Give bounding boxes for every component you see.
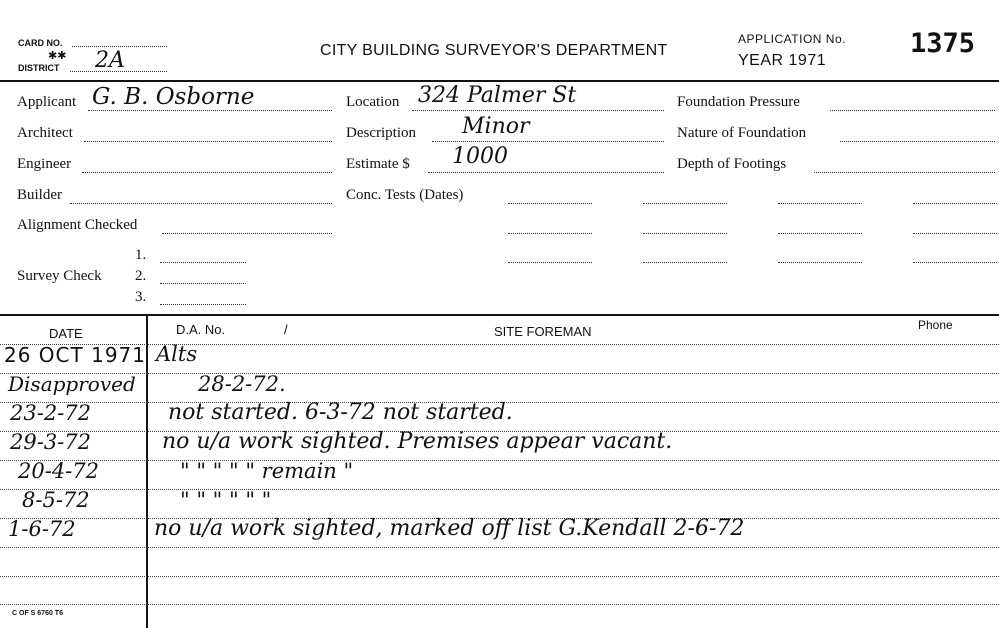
log-entry: " " " " " remain " [180, 459, 354, 483]
estimate-line [428, 172, 664, 173]
applicant-label: Applicant [17, 94, 77, 110]
log-date: 1-6-72 [8, 517, 76, 541]
conc-line [508, 262, 592, 263]
survey-label: Survey Check [17, 268, 102, 284]
phone-header: Phone [918, 318, 953, 332]
survey-line-3 [160, 304, 246, 305]
nature-foundation-label: Nature of Foundation [677, 125, 807, 141]
log-date: 8-5-72 [22, 488, 90, 512]
log-entry: not started. 6-3-72 not started. [168, 400, 513, 425]
location-value: 324 Palmer St [418, 83, 577, 108]
form-code: C OF S 6760 T6 [12, 610, 63, 617]
applicant-value: G. B. Osborne [92, 84, 255, 110]
depth-footings-line [814, 172, 995, 173]
nature-foundation-line [840, 141, 995, 142]
builder-line [70, 203, 332, 204]
conc-line [643, 203, 727, 204]
estimate-label: Estimate $ [346, 156, 410, 172]
survey-line-1 [160, 262, 246, 263]
log-entry: " " " " " " [180, 488, 272, 512]
survey-num-1: 1. [135, 247, 147, 263]
log-entry: Alts [156, 342, 198, 366]
architect-line [84, 141, 332, 142]
log-date: 26 OCT 1971 [4, 343, 146, 367]
alignment-line [162, 233, 332, 234]
location-label: Location [346, 94, 400, 110]
conc-line [643, 262, 727, 263]
location-line [412, 110, 664, 111]
header-divider [0, 80, 999, 82]
conc-line [643, 233, 727, 234]
conc-line [913, 203, 997, 204]
log-entry: no u/a work sighted, marked off list G.Kendall 2-6-72 [154, 516, 745, 541]
engineer-label: Engineer [17, 156, 72, 172]
card-no-line [72, 46, 167, 47]
description-label: Description [346, 125, 416, 141]
log-rule [0, 344, 999, 345]
log-rule [0, 604, 999, 605]
log-rule [0, 373, 999, 374]
log-rule [0, 576, 999, 577]
survey-line-2 [160, 283, 246, 284]
log-rule [0, 460, 999, 461]
alignment-label: Alignment Checked [17, 217, 138, 233]
conc-line [778, 203, 862, 204]
conc-tests-label: Conc. Tests (Dates) [346, 187, 464, 203]
architect-label: Architect [17, 125, 73, 141]
applicant-line [88, 110, 332, 111]
log-entry: 28-2-72. [198, 372, 286, 396]
date-header: DATE [49, 326, 83, 341]
description-value: Minor [462, 114, 530, 139]
department-title: CITY BUILDING SURVEYOR'S DEPARTMENT [320, 42, 668, 59]
application-number: 1375 [910, 28, 976, 59]
conc-line [778, 233, 862, 234]
card-no-label: CARD NO. [18, 38, 63, 48]
log-date: Disapproved [8, 372, 136, 396]
log-rule [0, 489, 999, 490]
log-top-rule [0, 314, 999, 316]
seal-icon: ✱✱ [48, 50, 67, 62]
log-date: 23-2-72 [10, 401, 91, 425]
district-value: 2A [95, 48, 125, 73]
da-header: D.A. No. [176, 322, 226, 337]
year-label: YEAR 1971 [738, 52, 827, 69]
foundation-pressure-label: Foundation Pressure [677, 94, 800, 110]
log-rule [0, 547, 999, 548]
conc-line [913, 233, 997, 234]
log-entry: no u/a work sighted. Premises appear vacant. [162, 429, 673, 454]
survey-num-2: 2. [135, 268, 147, 284]
conc-line [508, 203, 592, 204]
slash-mark: / [284, 322, 288, 337]
district-label: DISTRICT [18, 63, 60, 73]
engineer-line [82, 172, 332, 173]
conc-line [913, 262, 997, 263]
survey-num-3: 3. [135, 289, 147, 305]
builder-label: Builder [17, 187, 62, 203]
application-label: APPLICATION No. [738, 32, 846, 46]
log-date: 20-4-72 [18, 459, 99, 483]
date-column-divider [146, 314, 148, 628]
foundation-pressure-line [830, 110, 995, 111]
site-foreman-header: SITE FOREMAN [494, 324, 592, 339]
log-date: 29-3-72 [10, 430, 91, 454]
depth-footings-label: Depth of Footings [677, 156, 787, 172]
description-line [432, 141, 664, 142]
conc-line [778, 262, 862, 263]
estimate-value: 1000 [452, 144, 508, 169]
conc-line [508, 233, 592, 234]
